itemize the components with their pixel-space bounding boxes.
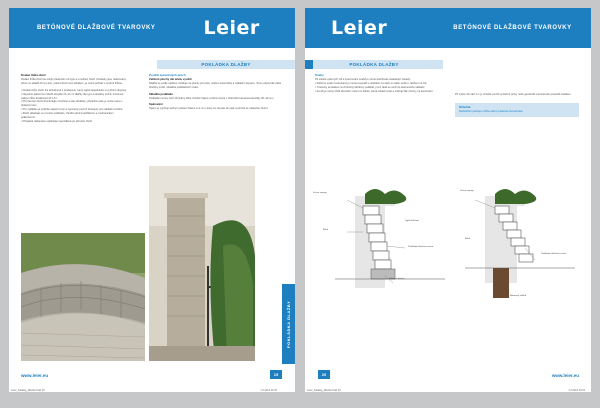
- col1-bullet: • Případné reklamace uplatňujte neprodleně po převzetí zboží.: [21, 119, 93, 123]
- right-header-bar: [305, 8, 591, 48]
- slopes-heading: Svahy: [315, 73, 324, 77]
- col1-bullet: • Pro vykládku je potřeba zajistit rovný a zpevněný povrch dostupný pro nákladní vozidlo.: [21, 108, 123, 112]
- section-title: POKLÁDKA DLAŽBY: [305, 60, 443, 69]
- brand-logo: Leier: [203, 17, 260, 39]
- col1-bullet: • Zboží skladujte na rovném podkladu, chraňte před znečištěním a mechanickým poškozením.: [21, 112, 114, 120]
- diagram-label: Vrstva zeminy: [460, 190, 474, 192]
- page-number: 20: [318, 370, 330, 379]
- col1-heading: Dodací lhůta zboží: [21, 73, 46, 77]
- diagram-label: Podkladní štěrková vrstva: [541, 253, 567, 255]
- print-date: 1.3.2013 10:15: [260, 389, 277, 392]
- slopes-bullet: • Tvarovky se kladou na zhutněný štěrkový podklad, první řada se uloží do betonového základu.: [315, 85, 426, 89]
- col2-heading-2: Skladba podkladu: [149, 91, 173, 96]
- brand-logo: Leier: [331, 17, 388, 39]
- col1-para: Dodací lhůta zboží se odvíjí především od typu a množství zboží. Dodávky jsou realizovány přímo ze skladů firmy Leier; pokud zboží není skladem, je nutné počítat s výrobní lhůtou.: [21, 77, 126, 85]
- slopes-bullet: • Za zdí je nutné zřídit drenážní vrstvu ze štěrku, která odvádí vodu a snižuje tlak zeminy na konstrukci.: [315, 89, 434, 93]
- page-number: 19: [270, 370, 282, 379]
- diagram-label: Vrstva zeminy: [313, 192, 327, 194]
- diagram-label: Základ z betonu: [389, 278, 405, 280]
- col1-bullet: • Na jednu paletu lze naložit obvykle 10–14 m² dlažby dle typu a tloušťky prvků; hmotnost palety může dosáhnout až 1,5 t.: [21, 92, 124, 100]
- photo-stone-column: [149, 166, 255, 361]
- col2-heading-blue: Použití zpevněných ploch: [149, 73, 186, 77]
- slope-diagram-a: [335, 188, 445, 298]
- left-header-bar: [9, 8, 295, 48]
- website-link[interactable]: www.leier.eu: [551, 373, 579, 378]
- doc-title: BETÓNOVÉ DLAŽBOVÉ TVAROVKY: [453, 25, 572, 31]
- note-text: Nedodržení postupu může vést k poškození konstrukce.: [459, 109, 524, 113]
- right-col2: [455, 93, 579, 117]
- diagram-label: Betonový základ: [510, 295, 527, 297]
- col2-heading: Zatížení plochy dle účelu využití: [149, 76, 192, 81]
- slope-diagram-b: [465, 188, 575, 308]
- right-para: Při výšce zdi nad 1 m je vhodné použít výztužné prvky nebo geotextilii a konstrukci posoudit statikem.: [455, 93, 572, 96]
- slopes-intro: Při stavbě opěrných zdí a zpevňování svahů je nutné dodržovat následující zásady:: [315, 77, 411, 81]
- col2-para-3: Spáry se vyplňují suchým pískem frakce 0–2 mm, který se zamete do spár a plocha se následně zhutní.: [149, 107, 269, 111]
- doc-title: BETÓNOVÉ DLAŽBOVÉ TVAROVKY: [37, 25, 156, 31]
- slopes-bullet: • Zatížení svahu tvarovkami je nutné posoudit s ohledem na sklon a výšku svahu i zatížení za zdí.: [315, 81, 428, 85]
- col1-bullet: • Dodací lhůtu zboží lze dohodnout s prodejcem, který zajistí objednávku a vyřízení dopravy.: [21, 88, 127, 92]
- diagram-label: Štěrk: [323, 229, 329, 231]
- print-slug: Leier_Katalog_Dlazba.indd 19: [11, 389, 45, 392]
- col2-para-2: Podkladní vrstvy tvoří zhutněný štěrk vhodné frakce a ložná vrstva z drobného kameniva tloušťky 30–40 mm.: [149, 96, 275, 100]
- print-date: 1.3.2013 10:15: [568, 389, 585, 392]
- side-tab: POKLÁDKA DLAŽBY: [282, 284, 295, 364]
- col2-heading-3: Spárování: [149, 102, 163, 107]
- side-tab: [305, 60, 313, 69]
- col2-para: Dlažba se podle zatížení rozlišuje na plochy pro pěší, osobní automobily a nákladní dopravu. Tomu odpovídá volba tloušťky prvků i skladba podkladních vrstev.: [149, 81, 281, 89]
- right-page: [305, 8, 591, 392]
- note-heading: Důležité: [459, 104, 471, 109]
- diagram-label: Podkladní štěrková vrstva: [408, 246, 434, 248]
- left-page: [9, 8, 295, 392]
- website-link[interactable]: www.leier.eu: [21, 373, 49, 378]
- note-box: [455, 103, 579, 117]
- left-col2: [149, 74, 283, 111]
- col1-bullet: • Při převzetí zboží zkontrolujte množství a stav dodávky; případné vady je nutné uvést v dodacím listu.: [21, 100, 123, 108]
- photo-curved-wall: [21, 233, 145, 361]
- diagram-label: Štěrk: [465, 238, 471, 240]
- diagram-label: Výplň štěrkem: [405, 220, 419, 222]
- left-col1: [21, 74, 127, 124]
- right-col1: [315, 74, 439, 94]
- section-title: POKLÁDKA DLAŽBY: [157, 60, 295, 69]
- print-slug: Leier_Katalog_Dlazba.indd 20: [307, 389, 341, 392]
